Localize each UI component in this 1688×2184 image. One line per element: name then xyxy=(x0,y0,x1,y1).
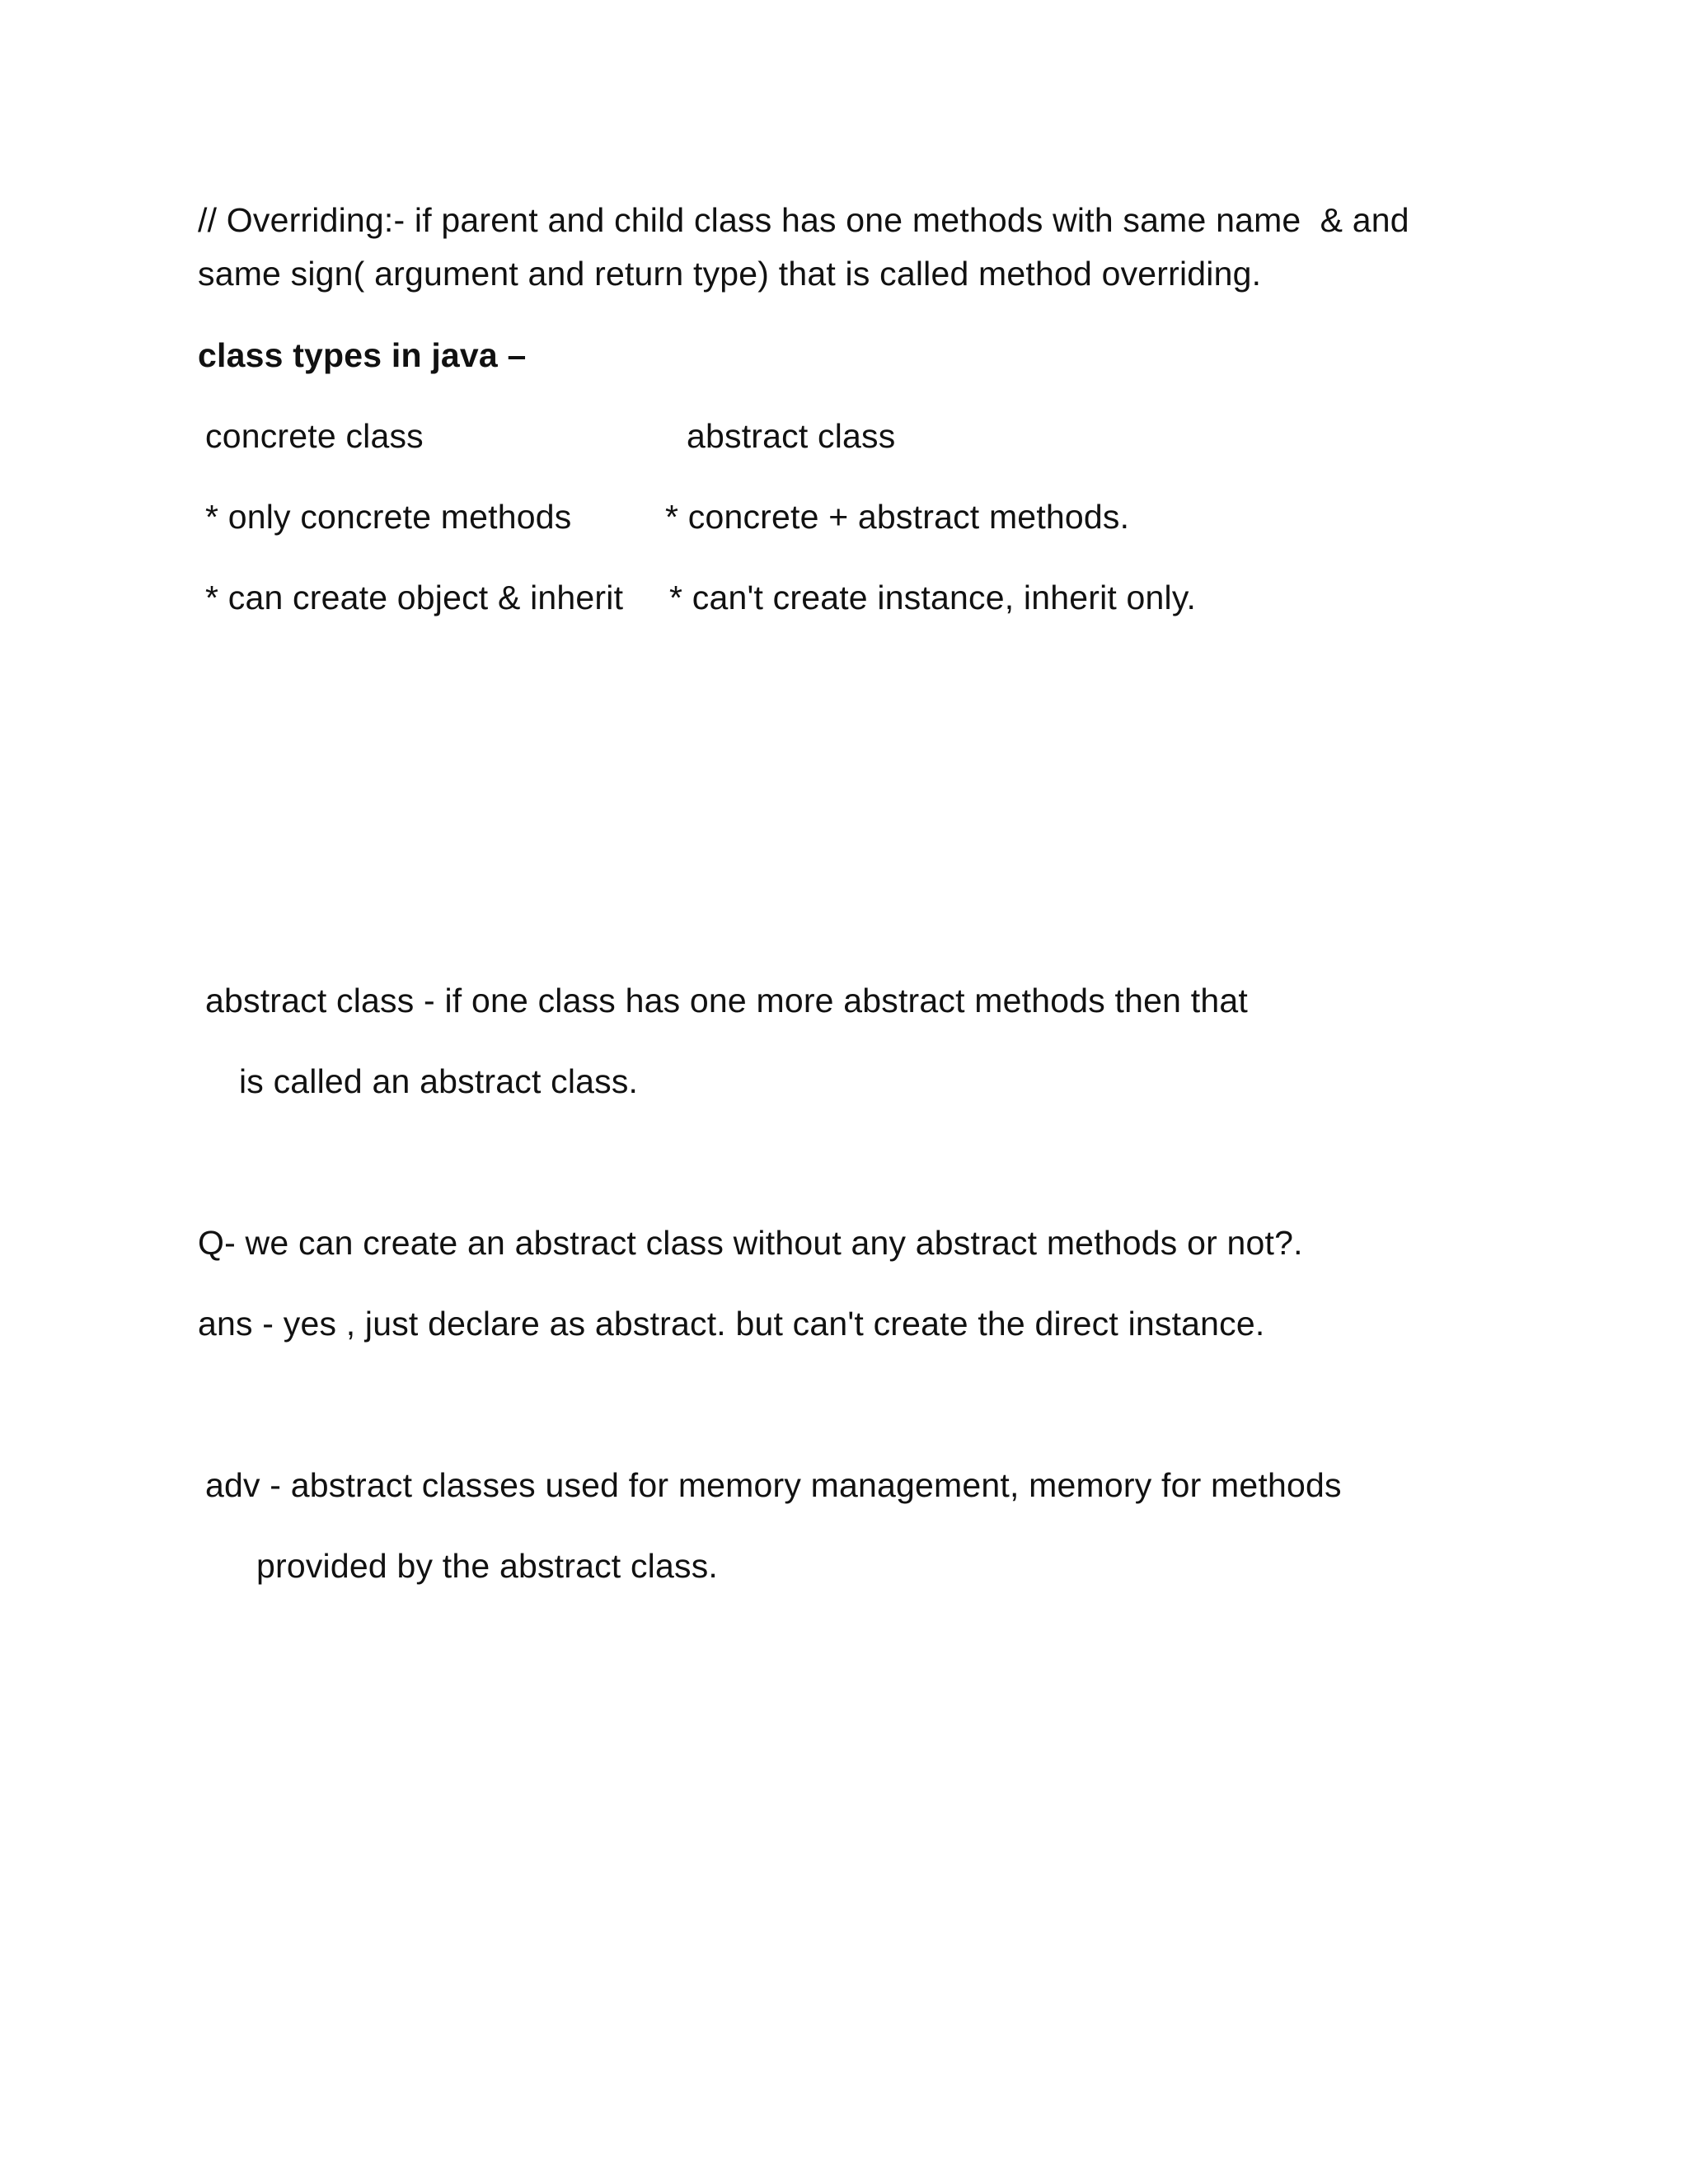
concrete-point-1: * only concrete methods xyxy=(205,498,572,536)
abstract-point-2: * can't create instance, inherit only. xyxy=(669,579,1197,616)
concrete-class-title: concrete class xyxy=(205,417,424,455)
abstract-definition-line-2: is called an abstract class. xyxy=(239,1062,639,1100)
answer-text: ans - yes , just declare as abstract. but can't create the direct instance. xyxy=(198,1305,1265,1343)
abstract-class-title: abstract class xyxy=(687,417,896,455)
advantage-line-2: provided by the abstract class. xyxy=(256,1547,718,1585)
concrete-point-2: * can create object & inherit xyxy=(205,579,624,616)
overriding-line-1: // Overriding:- if parent and child class has one methods with same name & and xyxy=(198,201,1409,239)
question-text: Q- we can create an abstract class without any abstract methods or not?. xyxy=(198,1224,1303,1262)
abstract-point-1: * concrete + abstract methods. xyxy=(665,498,1130,536)
overriding-line-2: same sign( argument and return type) that is called method overriding. xyxy=(198,255,1262,293)
class-types-heading: class types in java – xyxy=(198,336,527,374)
abstract-definition-line-1: abstract class - if one class has one more abstract methods then that xyxy=(205,982,1248,1019)
advantage-line-1: adv - abstract classes used for memory management, memory for methods xyxy=(205,1466,1342,1504)
